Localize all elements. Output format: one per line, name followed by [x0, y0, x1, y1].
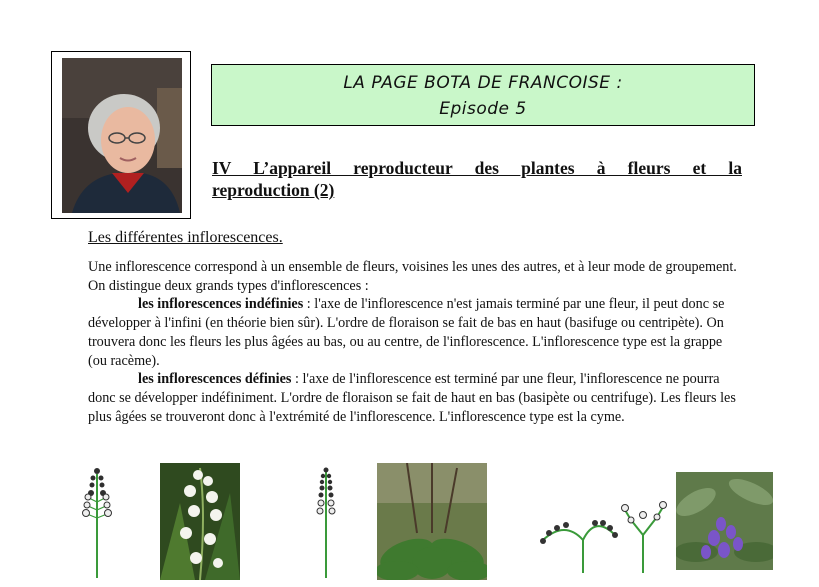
paragraph-definite [88, 370, 740, 426]
episode-label: Episode 5 [439, 99, 527, 119]
lily-of-the-valley-photo [160, 463, 240, 580]
paragraph-definition: Une inflorescence correspond à un ensemble de fleurs, voisines les unes des autres, et à leur mode de groupement. [88, 259, 737, 275]
page-title: LA PAGE BOTA DE FRANCOISE : [343, 73, 623, 93]
text-definite: : l'axe de l'inflorescence est terminé par une fleur, l'inflorescence ne pourra donc se développer indéfiniment. L'ordre de floraison se fait de haut en bas (basipète ou centrifuge). Les fleurs les plus âgées se trouveront donc à l'extrémité de l'inflorescence. L'inflorescence type est la cyme. [88, 371, 736, 425]
section-title: Les différentes inflorescences. [88, 229, 283, 246]
body-text [88, 258, 740, 426]
text-indefinite: : l'axe de l'inflorescence n'est jamais terminé par une fleur, il peut donc se développer à l'infini (en théorie bien sûr). L'ordre de floraison se fait de bas en haut (basifuge ou centripète). On trouvera donc les fleurs les plus âgées au bas, ou au centre, de l'inflorescence. L'inflorescence type est la grappe (ou racème). [88, 296, 725, 369]
raceme-diagram-icon-2 [315, 466, 337, 580]
portrait-photo [62, 58, 182, 213]
plantain-photo [377, 463, 487, 580]
chapter-heading [212, 157, 742, 201]
chapter-heading-line2: reproduction (2) [212, 180, 335, 200]
paragraph-types-intro: On distingue deux grands types d'inflorescences : [88, 277, 369, 294]
term-definite: les inflorescences définies [138, 371, 292, 388]
cyme-diagram-icon [535, 495, 675, 575]
chapter-heading-line1: IV L’appareil reproducteur des plantes à fleurs et la [212, 158, 742, 178]
paragraph-indefinite [88, 295, 740, 370]
portrait-frame [51, 51, 191, 219]
comfrey-photo [676, 472, 773, 570]
term-indefinite: les inflorescences indéfinies [138, 296, 304, 313]
raceme-diagram-icon [82, 466, 112, 580]
page-title-box [211, 64, 755, 126]
